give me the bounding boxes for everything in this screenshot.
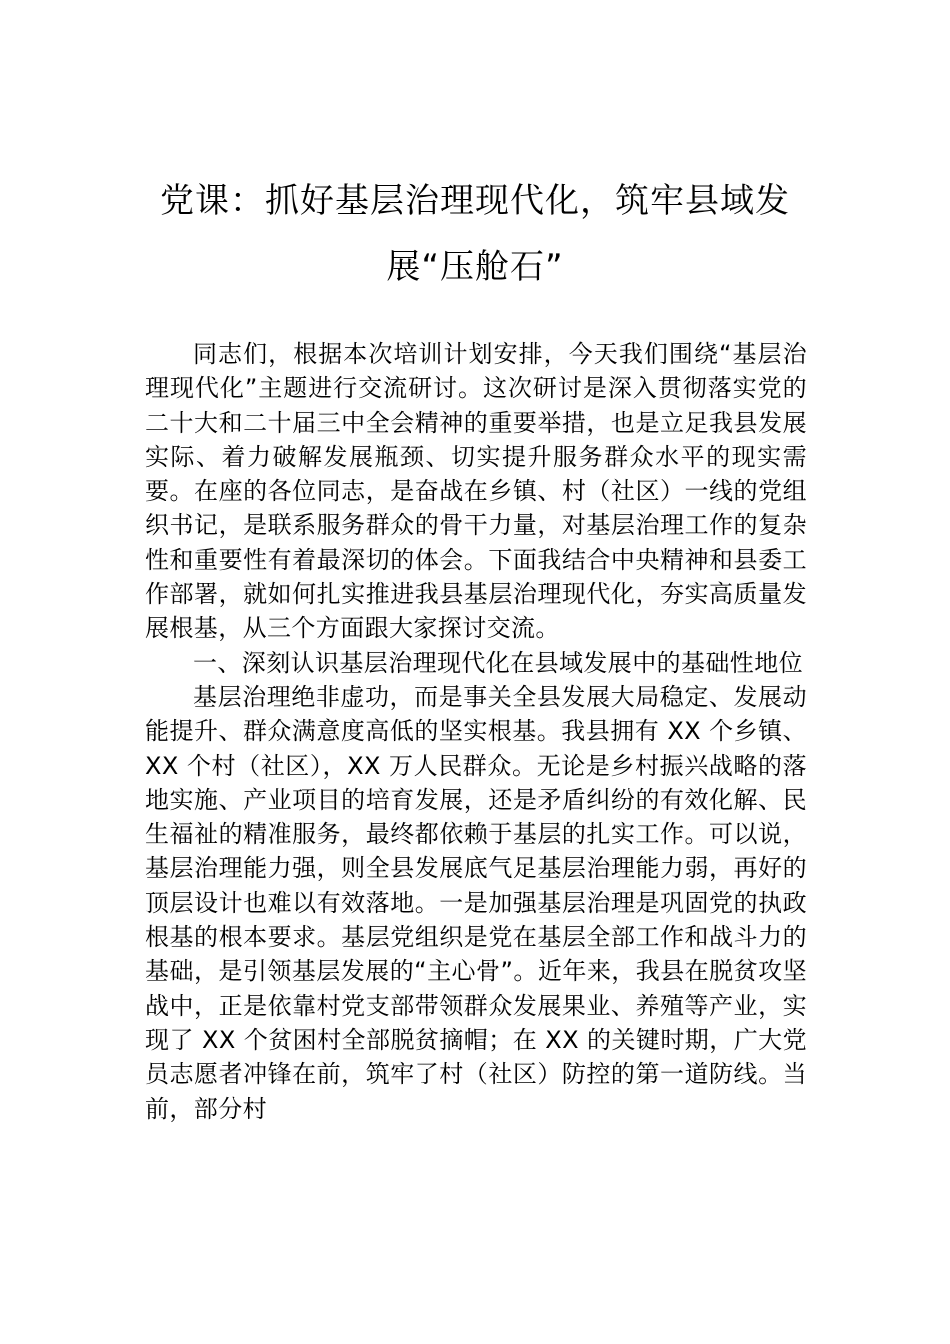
title-line-1: 党课：抓好基层治理现代化，筑牢县域发 <box>160 181 790 221</box>
document-title <box>120 168 830 300</box>
paragraph-intro: 同志们，根据本次培训计划安排，今天我们围绕“基层治理现代化”主题进行交流研讨。这次研讨是深入贯彻落实党的二十大和二十届三中全会精神的重要举措，也是立足我县发展实际、着力破解发展瓶颈、切实提升服务群众水平的现实需要。在座的各位同志，是奋战在乡镇、村（社区）一线的党组织书记，是联系服务群众的骨干力量，对基层治理工作的复杂性和重要性有着最深切的体会。下面我结合中央精神和县委工作部署，就如何扎实推进我县基层治理现代化，夯实高质量发展根基，从三个方面跟大家探讨交流。 <box>145 340 807 643</box>
document-body <box>145 337 807 1126</box>
section-heading-1: 一、深刻认识基层治理现代化在县域发展中的基础性地位 <box>193 648 803 677</box>
title-line-2: 展“压舱石” <box>386 247 564 287</box>
paragraph-section-1: 基层治理绝非虚功，而是事关全县发展大局稳定、发展动能提升、群众满意度高低的坚实根基。我县拥有 XX 个乡镇、XX 个村（社区），XX 万人民群众。无论是乡村振兴战略的落地实施、产业项目的培育发展，还是矛盾纠纷的有效化解、民生福祉的精准服务，最终都依赖于基层的扎实工作。可以说，基层治理能力强，则全县发展底气足基层治理能力弱，再好的顶层设计也难以有效落地。一是加强基层治理是巩固党的执政根基的根本要求。基层党组织是党在基层全部工作和战斗力的基础，是引领基层发展的“主心骨”。近年来，我县在脱贫攻坚战中，正是依靠村党支部带领群众发展果业、养殖等产业，实现了 XX 个贫困村全部脱贫摘帽；在 XX 的关键时期，广大党员志愿者冲锋在前，筑牢了村（社区）防控的第一道防线。当前，部分村 <box>145 682 807 1123</box>
